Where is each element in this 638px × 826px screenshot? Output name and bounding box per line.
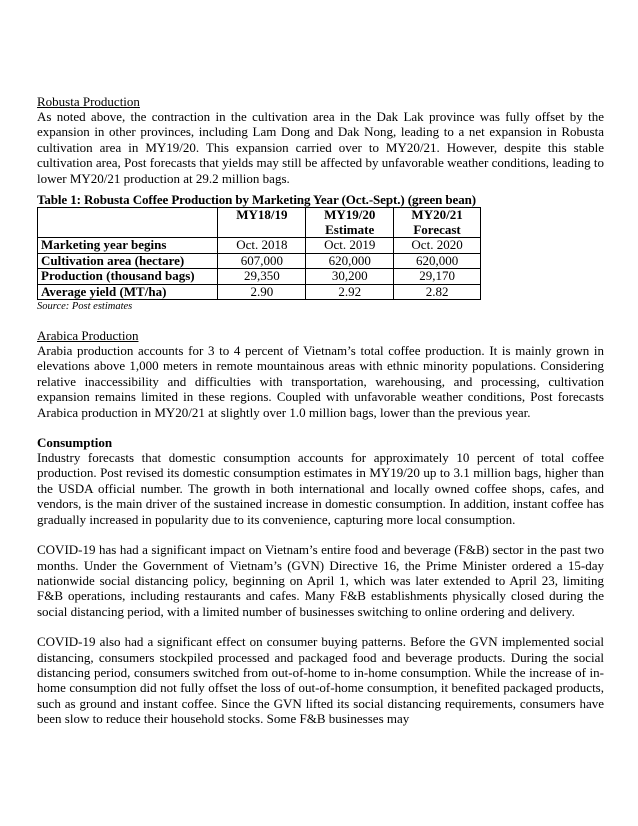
consumption-paragraph-3: COVID-19 also had a significant effect on consumer buying patterns. Before the GVN implemented social distancing, consumers stockpiled processed and packaged food and beverage products. During the social distancing period, consumers switched from out-of-home to in-home consumption. While the increase of in-home consumption did not fully offset the loss of out-of-home consumption, it benefited packaged products, such as ground and instant coffee. Since the GVN lifted its social distancing requirements, consumers have been slow to reduce their household stocks. Some F&B businesses may: [37, 634, 604, 727]
row-label: Marketing year begins: [38, 238, 218, 254]
row-label: Cultivation area (hectare): [38, 253, 218, 269]
table-title: Table 1: Robusta Coffee Production by Marketing Year (Oct.-Sept.) (green bean): [37, 192, 476, 208]
table-cell: 2.92: [306, 284, 394, 300]
table-header-row: [38, 208, 481, 238]
arabica-heading: Arabica Production: [37, 328, 139, 344]
table-header-cell: MY19/20 Estimate: [306, 208, 394, 238]
table-header-cell: MY18/19: [218, 208, 306, 238]
table-cell: Oct. 2018: [218, 238, 306, 254]
consumption-paragraph-2: COVID-19 has had a significant impact on Vietnam’s entire food and beverage (F&B) sector in the past two months. Under the Government of Vietnam’s (GVN) Directive 16, the Prime Minister ordered a 15-day nationwide social distancing policy, beginning on April 1, which was later extended to April 23, limiting F&B operations, including restaurants and cafes. Many F&B establishments physically closed during the social distancing period, with a limited number of businesses switching to online ordering and delivery.: [37, 542, 604, 619]
table-cell: 620,000: [306, 253, 394, 269]
table-row: [38, 269, 481, 285]
table-header-blank: [38, 208, 218, 238]
table-cell: 29,170: [394, 269, 481, 285]
table-cell: 620,000: [394, 253, 481, 269]
table-cell: 2.90: [218, 284, 306, 300]
document-page: [37, 94, 604, 727]
arabica-paragraph: Arabia production accounts for 3 to 4 percent of Vietnam’s total coffee production. It is mainly grown in elevations above 1,000 meters in remote mountainous areas with ethnic minority populations. Considering relative inaccessibility and difficulties with transportation, warehousing, and processing, cultivation expansion remains limited in these regions. Coupled with unfavorable weather conditions, Post forecasts Arabica production in MY20/21 at slightly over 1.0 million bags, lower than the previous year.: [37, 343, 604, 420]
robusta-paragraph: As noted above, the contraction in the cultivation area in the Dak Lak province was fully offset by the expansion in other provinces, including Lam Dong and Dak Nong, leading to a net expansion in Robusta cultivation area in MY19/20. This expansion carried over to MY20/21. However, despite this stable cultivation area, Post forecasts that yields may still be affected by unfavorable weather conditions, leading to lower MY20/21 production at 29.2 million bags.: [37, 109, 604, 186]
table-source-note: Source: Post estimates: [37, 301, 133, 313]
table-row: [38, 253, 481, 269]
table-cell: 607,000: [218, 253, 306, 269]
robusta-production-table: [37, 207, 481, 300]
table-cell: 2.82: [394, 284, 481, 300]
table-row: [38, 238, 481, 254]
table-cell: Oct. 2020: [394, 238, 481, 254]
consumption-heading: Consumption: [37, 435, 113, 451]
table-row: [38, 284, 481, 300]
row-label: Production (thousand bags): [38, 269, 218, 285]
table-cell: 29,350: [218, 269, 306, 285]
row-label: Average yield (MT/ha): [38, 284, 218, 300]
robusta-heading: Robusta Production: [37, 94, 140, 109]
table-cell: Oct. 2019: [306, 238, 394, 254]
consumption-paragraph-1: Industry forecasts that domestic consumption accounts for approximately 10 percent of total coffee production. Post revised its domestic consumption estimates in MY19/20 up to 3.1 million bags, higher than the USDA official number. The growth in both international and locally owned coffee shops, cafes, and vendors, is the main driver of the sustained increase in domestic consumption. In addition, instant coffee has gradually increased in popularity due to its convenience, capturing more local consumption.: [37, 450, 604, 527]
table-cell: 30,200: [306, 269, 394, 285]
table-header-cell: MY20/21 Forecast: [394, 208, 481, 238]
